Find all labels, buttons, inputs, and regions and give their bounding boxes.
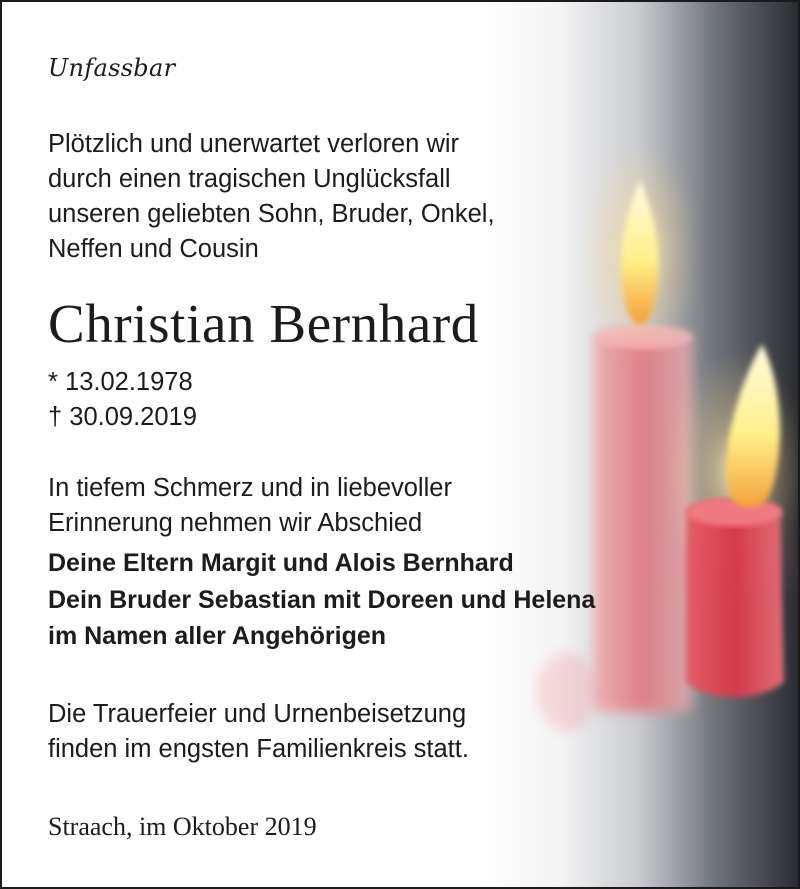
birth-date: * 13.02.1978 [48, 368, 193, 396]
intro-line: Unfassbar [48, 54, 176, 82]
ceremony-line: finden im engsten Familienkreis statt. [48, 735, 469, 763]
farewell-line: Erinnerung nehmen wir Abschied [48, 509, 423, 537]
mourner-line: Deine Eltern Margit und Alois Bernhard [48, 549, 514, 577]
ceremony-line: Die Trauerfeier und Urnenbeisetzung [48, 700, 467, 728]
place-date: Straach, im Oktober 2019 [48, 812, 317, 841]
announcement-line: Neffen und Cousin [48, 235, 259, 263]
deceased-name: Christian Bernhard [48, 293, 479, 354]
announcement-line: unseren geliebten Sohn, Bruder, Onkel, [48, 200, 495, 228]
mourner-line: im Namen aller Angehörigen [48, 622, 387, 650]
announcement-line: durch einen tragischen Unglücksfall [48, 165, 451, 193]
mourner-line: Dein Bruder Sebastian mit Doreen und Helena [48, 586, 596, 614]
announcement-line: Plötzlich und unerwartet verloren wir [48, 130, 460, 158]
death-date: † 30.09.2019 [48, 403, 197, 431]
farewell-line: In tiefem Schmerz und in liebevoller [48, 474, 452, 502]
